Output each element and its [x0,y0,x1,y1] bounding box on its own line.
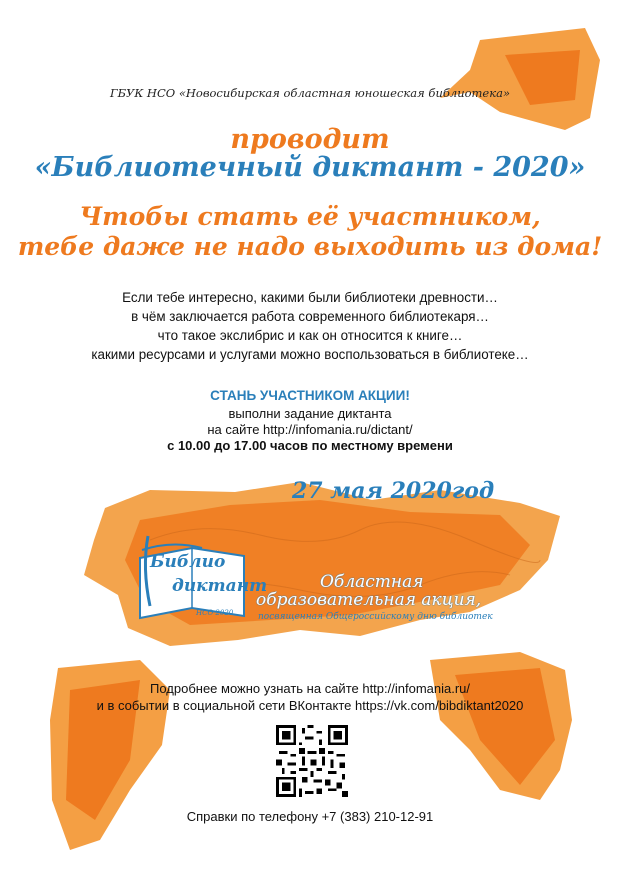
logo-word-biblio: Библио [150,552,226,572]
slogan-line-1: Чтобы стать её участником, [79,202,541,231]
contact-phone: Справки по телефону +7 (383) 210-12-91 [186,809,434,824]
campaign-line-1: Областная [320,572,424,592]
event-title: «Библиотечный диктант - 2020» [34,152,586,183]
task-line: выполни задание диктанта [228,406,392,421]
task-instructions [0,406,620,438]
more-info-site[interactable]: Подробнее можно узнать на сайте http://infomania.ru/ [149,681,471,696]
campaign-line-2: образовательная акция, [256,590,482,610]
conducts-label: проводит [230,124,390,155]
more-info [0,680,620,714]
more-info-vk[interactable]: и в событии в социальной сети ВКонтакте https://vk.com/bibdiktant2020 [96,698,524,713]
organization-name: ГБУК НСО «Новосибирская областная юношеская библиотека» [109,86,510,100]
intro-text [0,288,620,364]
event-hours: с 10.00 до 17.00 часов по местному времени [167,438,453,453]
slogan-line-2: тебе даже не надо выходить из дома! [17,232,603,261]
intro-line: что такое экслибрис и как он относится к книге… [157,328,463,343]
task-link-line[interactable]: на сайте http://infomania.ru/dictant/ [207,422,413,437]
intro-line: в чём заключается работа современного библиотекаря… [131,309,489,324]
call-to-action-heading: СТАНЬ УЧАСТНИКОМ АКЦИИ! [210,388,410,403]
intro-line: какими ресурсами и услугами можно воспользоваться в библиотеке… [91,347,529,362]
event-date: 27 мая 2020год [292,478,495,504]
logo-caption: НСО 2020 [196,609,234,617]
campaign-line-3: посвященная Общероссийскому дню библиотек [258,612,493,622]
logo-word-diktant: диктант [172,576,268,596]
qr-code-icon[interactable] [276,725,348,797]
intro-line: Если тебе интересно, какими были библиотеки древности… [122,290,498,305]
